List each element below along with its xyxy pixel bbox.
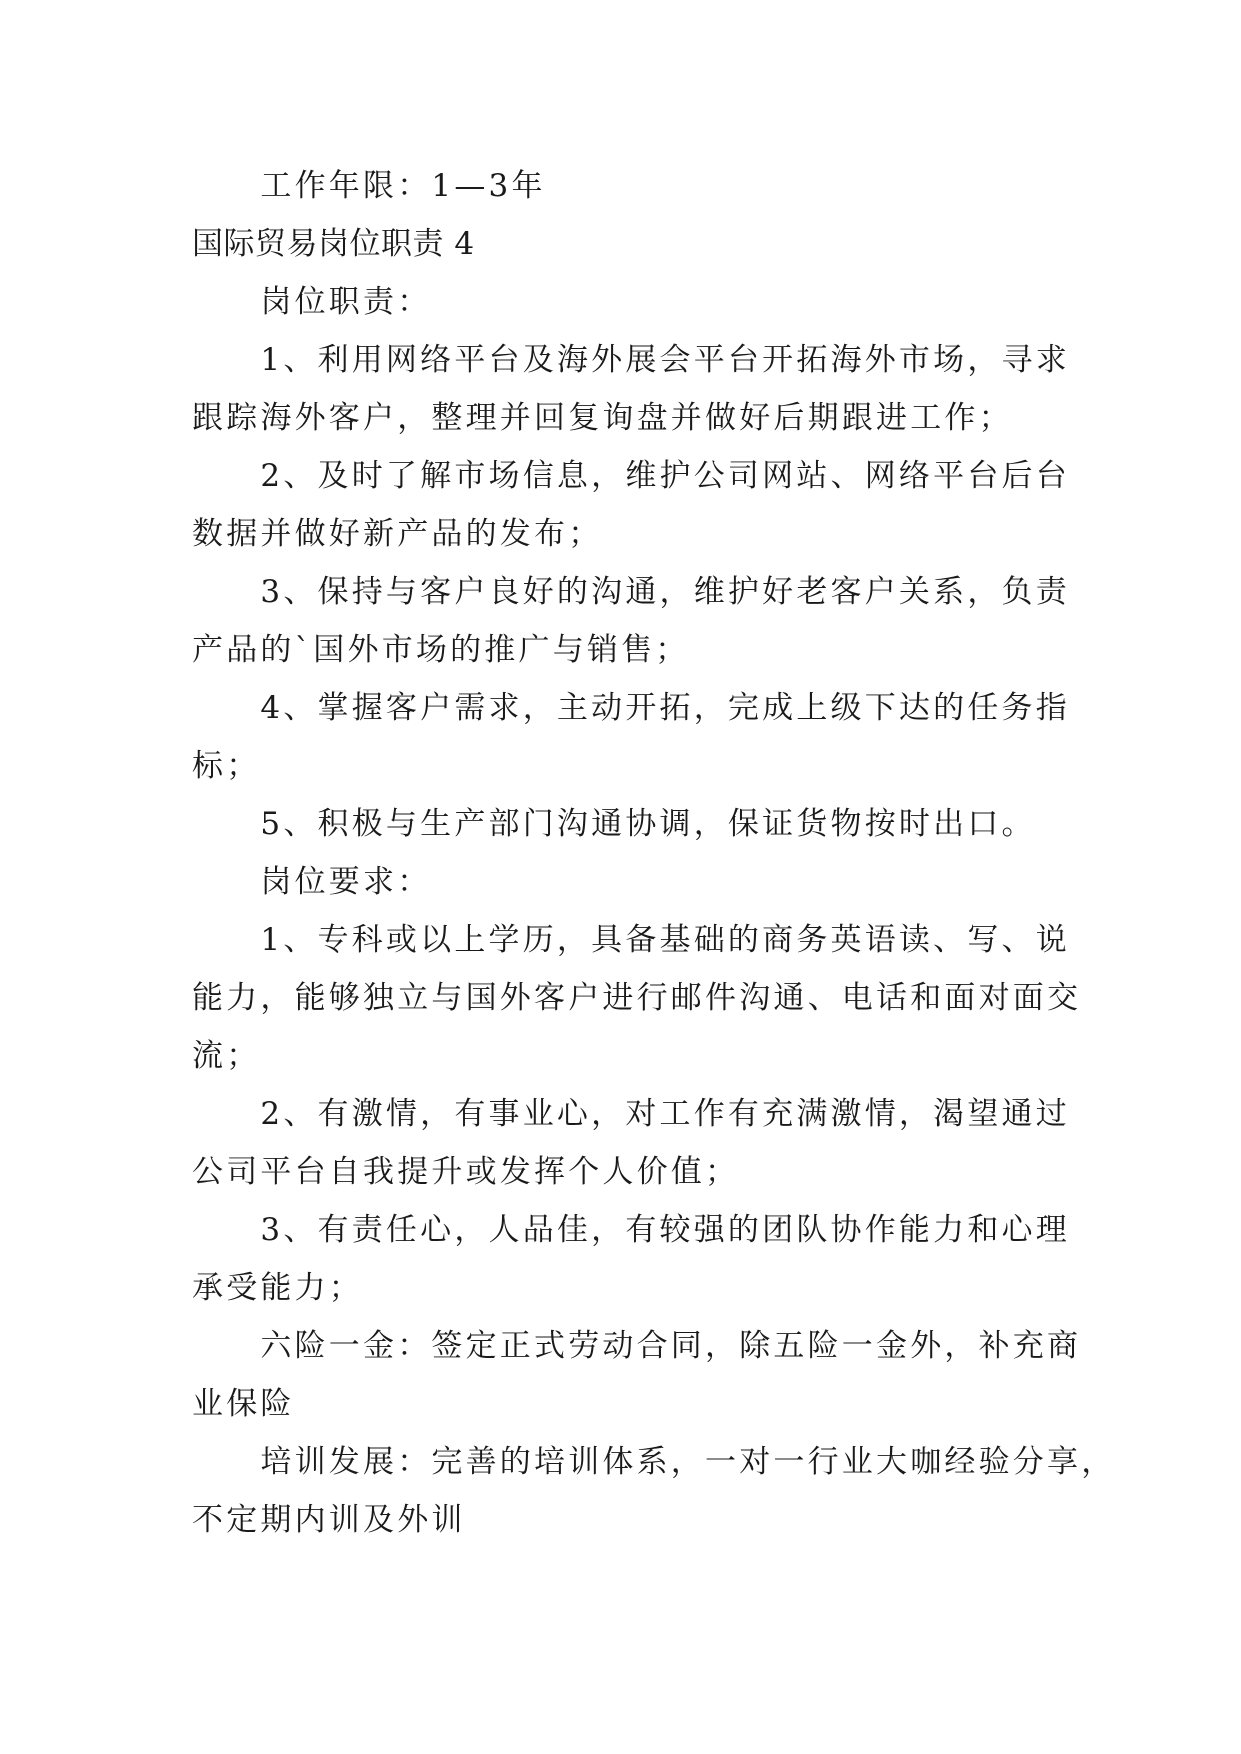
text-line: 承受能力； [192, 1270, 363, 1306]
text-line-benefits: 六险一金：签定正式劳动合同，除五险一金外，补充商 [192, 1328, 1082, 1364]
text-line-work-years: 工作年限：1—3年 [192, 168, 546, 204]
text-line: 公司平台自我提升或发挥个人价值； [192, 1154, 740, 1190]
text-line: 不定期内训及外训 [192, 1502, 466, 1538]
text-line: 业保险 [192, 1386, 295, 1422]
text-line: 数据并做好新产品的发布； [192, 516, 603, 552]
text-line: 4、掌握客户需求，主动开拓，完成上级下达的任务指 [192, 690, 1070, 726]
text-line-duties-title: 岗位职责： [192, 284, 432, 320]
text-line: 5、积极与生产部门沟通协调，保证货物按时出口。 [192, 806, 1036, 842]
text-line: 跟踪海外客户，整理并回复询盘并做好后期跟进工作； [192, 400, 1013, 436]
text-line: 1、利用网络平台及海外展会平台开拓海外市场，寻求 [192, 342, 1070, 378]
text-line: 标； [192, 748, 261, 784]
text-line-training: 培训发展：完善的培训体系，一对一行业大咖经验分享， [192, 1444, 1116, 1480]
text-line: 流； [192, 1038, 261, 1074]
text-line: 产品的`国外市场的推广与销售； [192, 632, 690, 668]
text-line: 2、有激情，有事业心，对工作有充满激情，渴望通过 [192, 1096, 1070, 1132]
text-line: 3、有责任心，人品佳，有较强的团队协作能力和心理 [192, 1212, 1070, 1248]
text-line: 3、保持与客户良好的沟通，维护好老客户关系，负责 [192, 574, 1070, 610]
text-line: 2、及时了解市场信息，维护公司网站、网络平台后台 [192, 458, 1070, 494]
text-line: 能力，能够独立与国外客户进行邮件沟通、电话和面对面交 [192, 980, 1082, 1016]
text-line: 1、专科或以上学历，具备基础的商务英语读、写、说 [192, 922, 1070, 958]
section-heading: 国际贸易岗位职责 4 [192, 226, 475, 262]
text-line-requirements-title: 岗位要求： [192, 864, 432, 900]
